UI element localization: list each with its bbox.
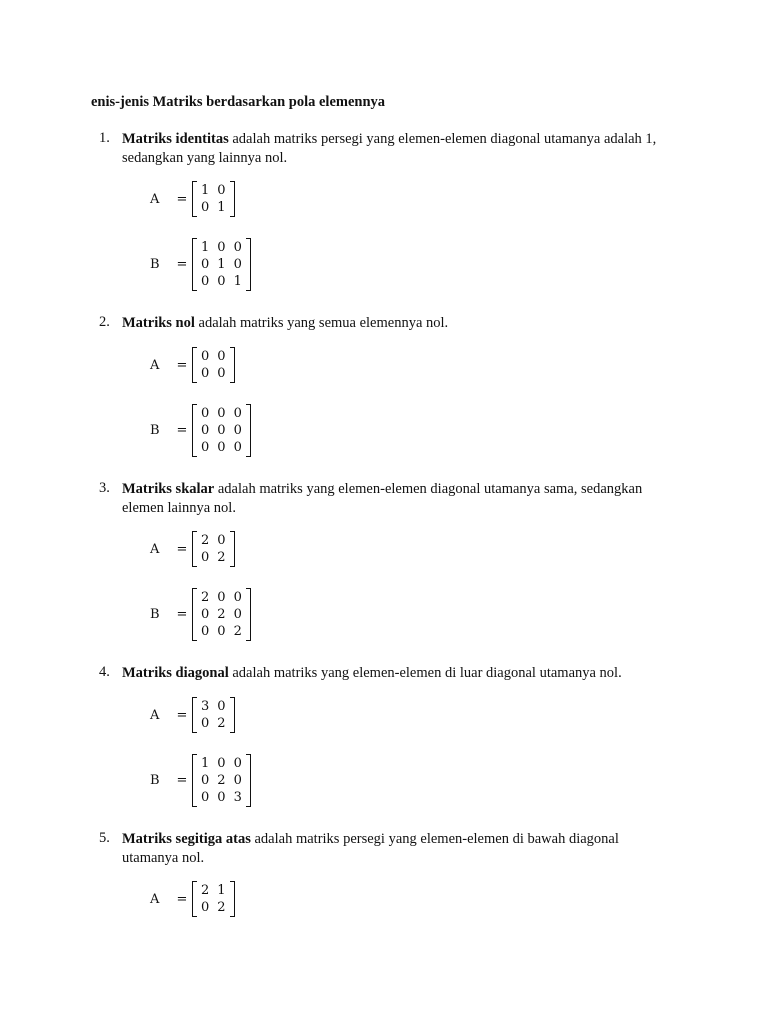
matrix-label: A (150, 707, 160, 723)
definition-text: adalah matriks yang elemen-elemen diagonal utamanya sama, sedangkan (214, 481, 643, 497)
matrix-row (197, 698, 230, 715)
matrix-element: 3 (201, 699, 210, 714)
matrix-brackets (192, 698, 235, 732)
equals-sign: = (176, 607, 188, 622)
matrix-elements (197, 532, 230, 566)
matrix-row (197, 348, 230, 365)
matrix-element: 0 (201, 274, 210, 289)
list-item-number: 1. (99, 130, 110, 146)
matrix-row (197, 439, 246, 456)
matrix-element: 0 (201, 624, 210, 639)
matrix-row (197, 532, 230, 549)
matrix-label: A (150, 357, 160, 373)
matrix-type-term: Matriks diagonal (122, 665, 229, 681)
equals-sign: = (176, 191, 188, 207)
definition-text-continued: elemen lainnya nol. (122, 500, 236, 516)
matrix-element: 0 (233, 590, 242, 605)
list-item-text (122, 664, 722, 683)
equals-sign: = (176, 423, 188, 438)
matrix-element: 0 (201, 440, 210, 455)
matrix-element: 2 (217, 550, 226, 565)
list-item-number: 3. (99, 480, 110, 496)
matrix-element: 0 (201, 790, 210, 805)
matrix-element: 1 (217, 883, 226, 898)
matrix-elements (197, 405, 246, 456)
matrix-row (197, 405, 246, 422)
list-item-text (122, 314, 722, 333)
list-item-number: 2. (99, 314, 110, 330)
list-item-text (122, 480, 722, 518)
matrix-element: 0 (233, 240, 242, 255)
matrix-element: 0 (233, 756, 242, 771)
matrix-element: 0 (201, 200, 210, 215)
matrix-row (197, 182, 230, 199)
matrix-element: 0 (201, 550, 210, 565)
matrix-equation (150, 882, 235, 916)
list-item-number: 4. (99, 664, 110, 680)
list-item-text (122, 130, 722, 168)
matrix-element: 2 (217, 773, 226, 788)
matrix-equation (150, 698, 235, 732)
matrix-type-term: Matriks identitas (122, 131, 229, 147)
matrix-element: 0 (217, 699, 226, 714)
matrix-element: 1 (217, 257, 226, 272)
list-item-text (122, 830, 722, 868)
matrix-type-term: Matriks skalar (122, 481, 215, 497)
matrix-row (197, 239, 246, 256)
matrix-type-term: Matriks nol (122, 315, 195, 331)
equals-sign: = (176, 707, 188, 723)
definition-text: adalah matriks persegi yang elemen-elemen di bawah diagonal (250, 831, 619, 847)
matrix-equation (150, 348, 235, 382)
matrix-brackets (192, 348, 235, 382)
matrix-element: 0 (233, 440, 242, 455)
matrix-element: 0 (201, 257, 210, 272)
definition-text: adalah matriks yang elemen-elemen di luar diagonal utamanya nol. (228, 665, 622, 681)
matrix-elements (197, 698, 230, 732)
matrix-element: 2 (233, 624, 242, 639)
matrix-element: 2 (217, 900, 226, 915)
matrix-element: 0 (217, 440, 226, 455)
matrix-element: 0 (217, 349, 226, 364)
matrix-element: 0 (217, 274, 226, 289)
matrix-row (197, 606, 246, 623)
matrix-row (197, 623, 246, 640)
matrix-element: 0 (217, 423, 226, 438)
matrix-element: 2 (217, 607, 226, 622)
matrix-elements (197, 755, 246, 806)
definition-text-continued: utamanya nol. (122, 850, 205, 866)
matrix-element: 0 (233, 257, 242, 272)
matrix-element: 0 (201, 406, 210, 421)
equals-sign: = (176, 257, 188, 272)
matrix-element: 0 (201, 716, 210, 731)
matrix-elements (197, 882, 230, 916)
matrix-element: 0 (217, 366, 226, 381)
matrix-element: 0 (201, 607, 210, 622)
matrix-row (197, 199, 230, 216)
matrix-equation (150, 755, 251, 806)
matrix-element: 1 (201, 240, 210, 255)
matrix-row (197, 755, 246, 772)
matrix-element: 2 (201, 533, 210, 548)
matrix-brackets (192, 755, 251, 806)
matrix-brackets (192, 182, 235, 216)
matrix-brackets (192, 405, 251, 456)
matrix-element: 0 (217, 406, 226, 421)
matrix-element: 0 (217, 183, 226, 198)
matrix-row (197, 715, 230, 732)
matrix-element: 0 (201, 900, 210, 915)
matrix-row (197, 256, 246, 273)
matrix-equation (150, 589, 251, 640)
equals-sign: = (176, 773, 188, 788)
matrix-element: 3 (233, 790, 242, 805)
matrix-row (197, 422, 246, 439)
definition-text: adalah matriks persegi yang elemen-elemen diagonal utamanya adalah 1, (228, 131, 657, 147)
matrix-row (197, 789, 246, 806)
matrix-row (197, 772, 246, 789)
matrix-row (197, 549, 230, 566)
matrix-label: B (150, 423, 160, 438)
matrix-element: 2 (217, 716, 226, 731)
matrix-element: 0 (217, 790, 226, 805)
matrix-element: 1 (201, 756, 210, 771)
matrix-element: 1 (217, 200, 226, 215)
matrix-element: 0 (201, 349, 210, 364)
matrix-label: A (150, 191, 160, 207)
matrix-equation (150, 239, 251, 290)
matrix-element: 0 (201, 366, 210, 381)
matrix-element: 0 (201, 773, 210, 788)
matrix-element: 0 (217, 533, 226, 548)
matrix-brackets (192, 589, 251, 640)
matrix-label: A (150, 891, 160, 907)
matrix-label: B (150, 607, 160, 622)
matrix-element: 0 (201, 423, 210, 438)
matrix-element: 2 (201, 590, 210, 605)
matrix-element: 0 (217, 240, 226, 255)
matrix-label: B (150, 773, 160, 788)
matrix-elements (197, 182, 230, 216)
document-title: enis-jenis Matriks berdasarkan pola elemennya (91, 94, 386, 110)
matrix-label: B (150, 257, 160, 272)
matrix-type-term: Matriks segitiga atas (122, 831, 251, 847)
matrix-equation (150, 532, 235, 566)
matrix-brackets (192, 882, 235, 916)
matrix-elements (197, 239, 246, 290)
equals-sign: = (176, 357, 188, 373)
matrix-label: A (150, 541, 160, 557)
matrix-elements (197, 348, 230, 382)
matrix-equation (150, 405, 251, 456)
matrix-brackets (192, 239, 251, 290)
matrix-element: 1 (233, 274, 242, 289)
matrix-row (197, 273, 246, 290)
matrix-element: 0 (217, 624, 226, 639)
matrix-elements (197, 589, 246, 640)
definition-text-continued: sedangkan yang lainnya nol. (122, 150, 288, 166)
matrix-row (197, 882, 230, 899)
equals-sign: = (176, 891, 188, 907)
matrix-element: 1 (201, 183, 210, 198)
matrix-row (197, 365, 230, 382)
matrix-element: 0 (217, 590, 226, 605)
matrix-row (197, 589, 246, 606)
matrix-element: 0 (217, 756, 226, 771)
matrix-element: 2 (201, 883, 210, 898)
list-item-number: 5. (99, 830, 110, 846)
matrix-element: 0 (233, 423, 242, 438)
definition-text: adalah matriks yang semua elemennya nol. (194, 315, 449, 331)
matrix-brackets (192, 532, 235, 566)
matrix-row (197, 899, 230, 916)
matrix-element: 0 (233, 607, 242, 622)
matrix-equation (150, 182, 235, 216)
matrix-element: 0 (233, 773, 242, 788)
matrix-element: 0 (233, 406, 242, 421)
equals-sign: = (176, 541, 188, 557)
